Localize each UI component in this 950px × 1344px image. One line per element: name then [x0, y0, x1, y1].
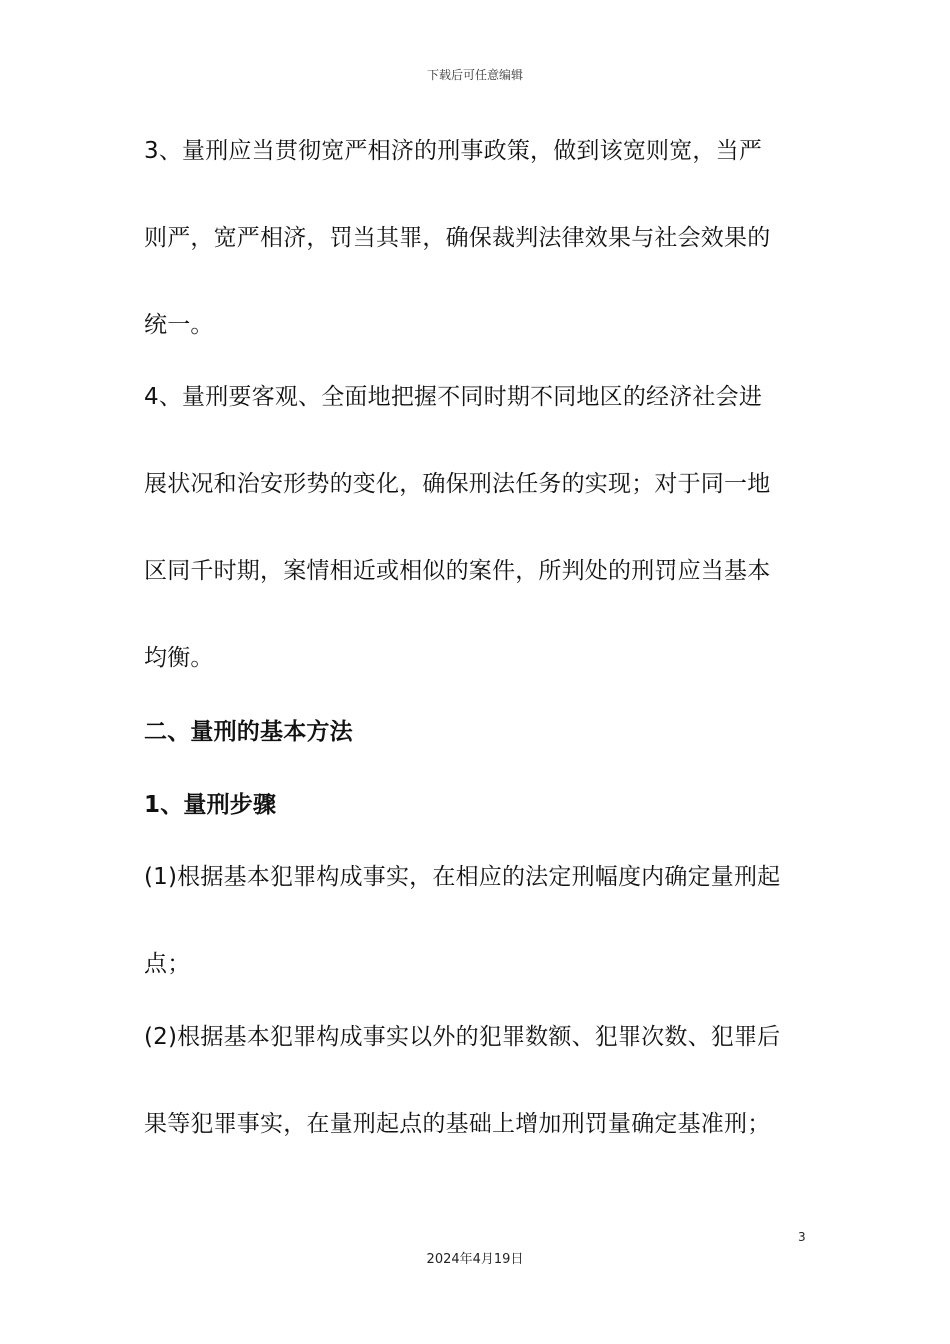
paragraph-4-line-2: 展状况和治安形势的变化，确保刑法任务的实现；对于同一地 [144, 471, 771, 497]
step-2-line-1: (2)根据基本犯罪构成事实以外的犯罪数额、犯罪次数、犯罪后 [144, 1024, 781, 1050]
paragraph-4-line-4: 均衡。 [144, 645, 214, 671]
page-number: 3 [798, 1230, 806, 1244]
paragraph-3-line-1: 3、量刑应当贯彻宽严相济的刑事政策，做到该宽则宽，当严 [144, 138, 763, 164]
paragraph-3-line-3: 统一。 [144, 312, 214, 338]
page-header: 下载后可任意编辑 [426, 68, 523, 82]
step-2-line-2: 果等犯罪事实，在量刑起点的基础上增加刑罚量确定基准刑； [144, 1111, 771, 1137]
section-heading: 二、量刑的基本方法 [144, 719, 353, 745]
step-1-line-2: 点； [144, 951, 191, 977]
step-1-line-1: (1)根据基本犯罪构成事实，在相应的法定刑幅度内确定量刑起 [144, 864, 781, 890]
paragraph-3-line-2: 则严，宽严相济，罚当其罪，确保裁判法律效果与社会效果的 [144, 225, 771, 251]
footer-date: 2024年4月19日 [426, 1252, 524, 1267]
paragraph-4-line-1: 4、量刑要客观、全面地把握不同时期不同地区的经济社会进 [144, 384, 763, 410]
subsection-heading: 1、量刑步骤 [144, 792, 277, 818]
paragraph-4-line-3: 区同千时期，案情相近或相似的案件，所判处的刑罚应当基本 [144, 558, 771, 584]
